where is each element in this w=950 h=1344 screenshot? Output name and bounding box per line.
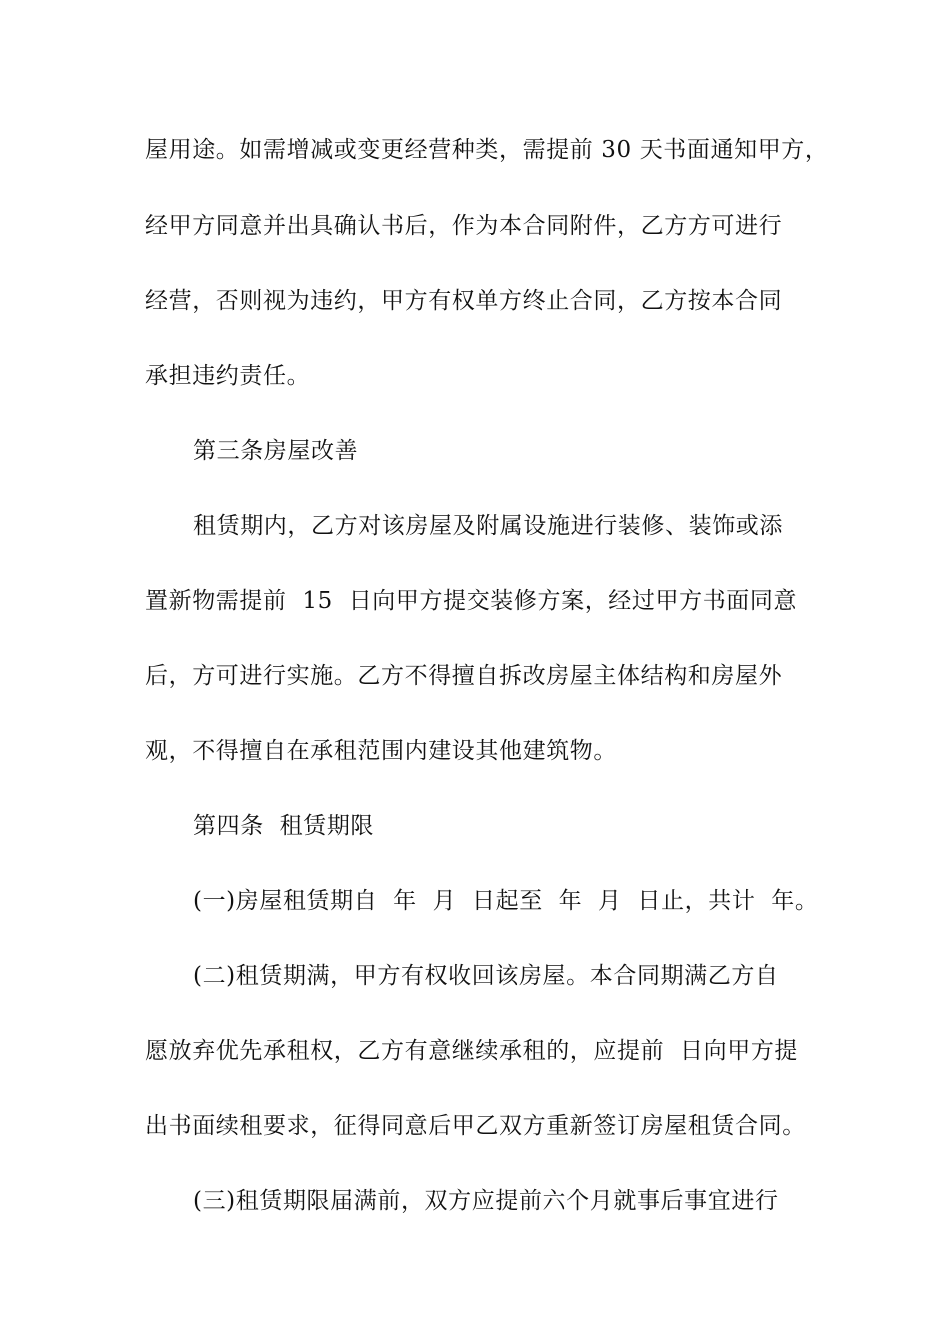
text-line: (三)租赁期限届满前，双方应提前六个月就事后事宜进行 xyxy=(193,1188,779,1214)
text-line: 愿放弃优先承租权，乙方有意继续承租的，应提前 日向甲方提 xyxy=(145,1038,799,1064)
section-heading: 第四条 租赁期限 xyxy=(193,813,375,839)
text-line: 承担违约责任。 xyxy=(145,363,311,389)
text-line: 置新物需提前 15 日向甲方提交装修方案，经过甲方书面同意 xyxy=(145,588,798,614)
section-heading: 第三条房屋改善 xyxy=(193,438,359,464)
text-line: 屋用途。如需增减或变更经营种类，需提前 30 天书面通知甲方， xyxy=(145,137,829,163)
text-line: 出书面续租要求，征得同意后甲乙双方重新签订房屋租赁合同。 xyxy=(145,1113,806,1139)
text-line: (二)租赁期满，甲方有权收回该房屋。本合同期满乙方自 xyxy=(193,963,779,989)
text-line: 经甲方同意并出具确认书后，作为本合同附件，乙方方可进行 xyxy=(145,213,783,239)
text-line: (一)房屋租赁期自 年 月 日起至 年 月 日止，共计 年。 xyxy=(193,888,819,914)
text-line: 观，不得擅自在承租范围内建设其他建筑物。 xyxy=(145,738,617,764)
text-line: 租赁期内，乙方对该房屋及附属设施进行装修、装饰或添 xyxy=(193,513,783,539)
text-line: 经营，否则视为违约，甲方有权单方终止合同，乙方按本合同 xyxy=(145,288,783,314)
text-line: 后，方可进行实施。乙方不得擅自拆改房屋主体结构和房屋外 xyxy=(145,663,783,689)
